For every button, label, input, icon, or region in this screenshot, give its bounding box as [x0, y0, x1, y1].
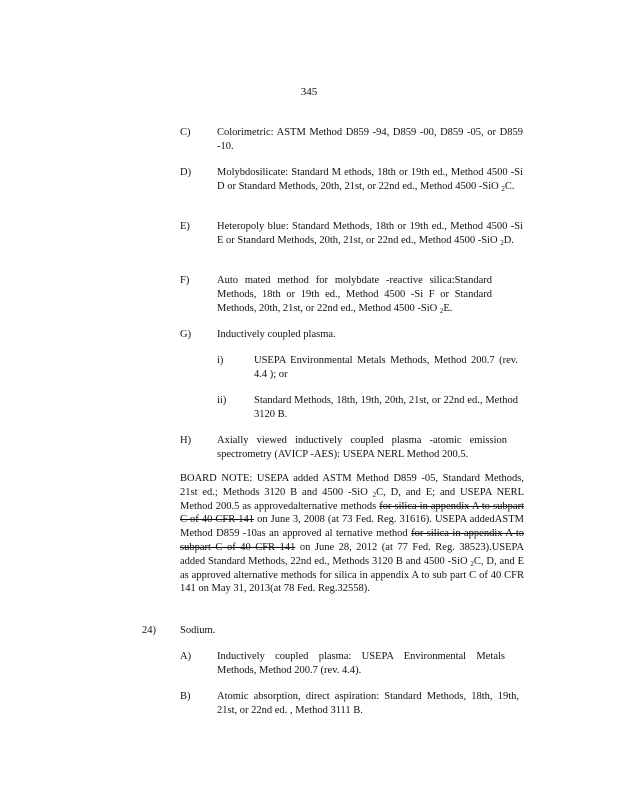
subitem-label: i)	[217, 355, 224, 366]
item-text: Colorimetric: ASTM Method D859 -94, D859 -00, D859 -05, or D859 -10.	[217, 127, 523, 152]
item-text: Axially viewed inductively coupled plasma -atomic emission spectrometry (AVICP -AES): USEPA NERL Method 200.5.	[217, 435, 507, 460]
subitem-text: USEPA Environmental Metals Methods, Method 200.7 (rev. 4.4 ); or	[254, 355, 518, 380]
item-label: E)	[180, 221, 190, 232]
item-text: Atomic absorption, direct aspiration: Standard Methods, 18th, 19th, 21st, or 22nd ed. , Method 3111 B.	[217, 691, 519, 716]
board-note: BOARD NOTE: USEPA added ASTM Method D859 -05, Standard Methods, 21st ed.; Methods 3120 B and 4500 -SiO $_2$C, D, and E; and USEPA NERL Method 200.5 as approvedalternative methods for silica in appendix A to subpart C of 40 CFR 141 on June 3, 2008 (at 73 Fed. Reg. 31616). USEPA addedASTM Method D859 -10as an approved al ternative method for silica in appendix A to subpart C of 40 CFR 141 on June 28, 2012 (at 77 Fed. Reg. 38523).USEPA added Standard Methods, 22nd ed., Methods 3120 B and 4500 -SiO $_2$C, D, and E as approved alternative methods for silica in appendix A to sub part C of 40 CFR 141 on May 31, 2013(at 78 Fed. Reg.32558).	[180, 473, 525, 595]
item-label: G)	[180, 329, 192, 340]
item-label: F)	[180, 275, 190, 286]
item-text: Inductively coupled plasma: USEPA Environmental Metals Methods, Method 200.7 (rev. 4.4).	[217, 651, 505, 676]
item-text: Heteropoly blue: Standard Methods, 18th or 19th ed., Method 4500 -Si E or Standard Methods, 20th, 21st, or 22nd ed., Method 4500 -SiO $_2$D.	[217, 221, 523, 247]
item-label: A)	[180, 651, 192, 662]
item-label: H)	[180, 435, 192, 446]
item-text: Auto mated method for molybdate -reactive silica:Standard Methods, 18th or 19th ed., Method 4500 -Si F or Standard Methods, 20th, 21st, or 22nd ed., Method 4500 -SiO $_2$E.	[217, 275, 492, 315]
item-label: D)	[180, 167, 192, 178]
item-label: B)	[180, 691, 191, 702]
section-number: 24)	[142, 625, 156, 636]
item-text: Molybdosilicate: Standard M ethods, 18th or 19th ed., Method 4500 -Si D or Standard Methods, 20th, 21st, or 22nd ed., Method 4500 -SiO $_2$C.	[217, 167, 523, 193]
section-title: Sodium.	[180, 625, 216, 636]
page-number: 345	[300, 86, 318, 98]
subitem-text: Standard Methods, 18th, 19th, 20th, 21st, or 22nd ed., Method 3120 B.	[254, 395, 518, 420]
item-label: C)	[180, 127, 191, 138]
item-text: Inductively coupled plasma.	[217, 329, 336, 340]
struck-text: for silica in appendix A to subpart C of 40 CFR 141	[180, 500, 525, 526]
subitem-label: ii)	[217, 395, 227, 406]
struck-text: for silica in appendix A to subpart C of 40 CFR 141	[180, 528, 524, 553]
